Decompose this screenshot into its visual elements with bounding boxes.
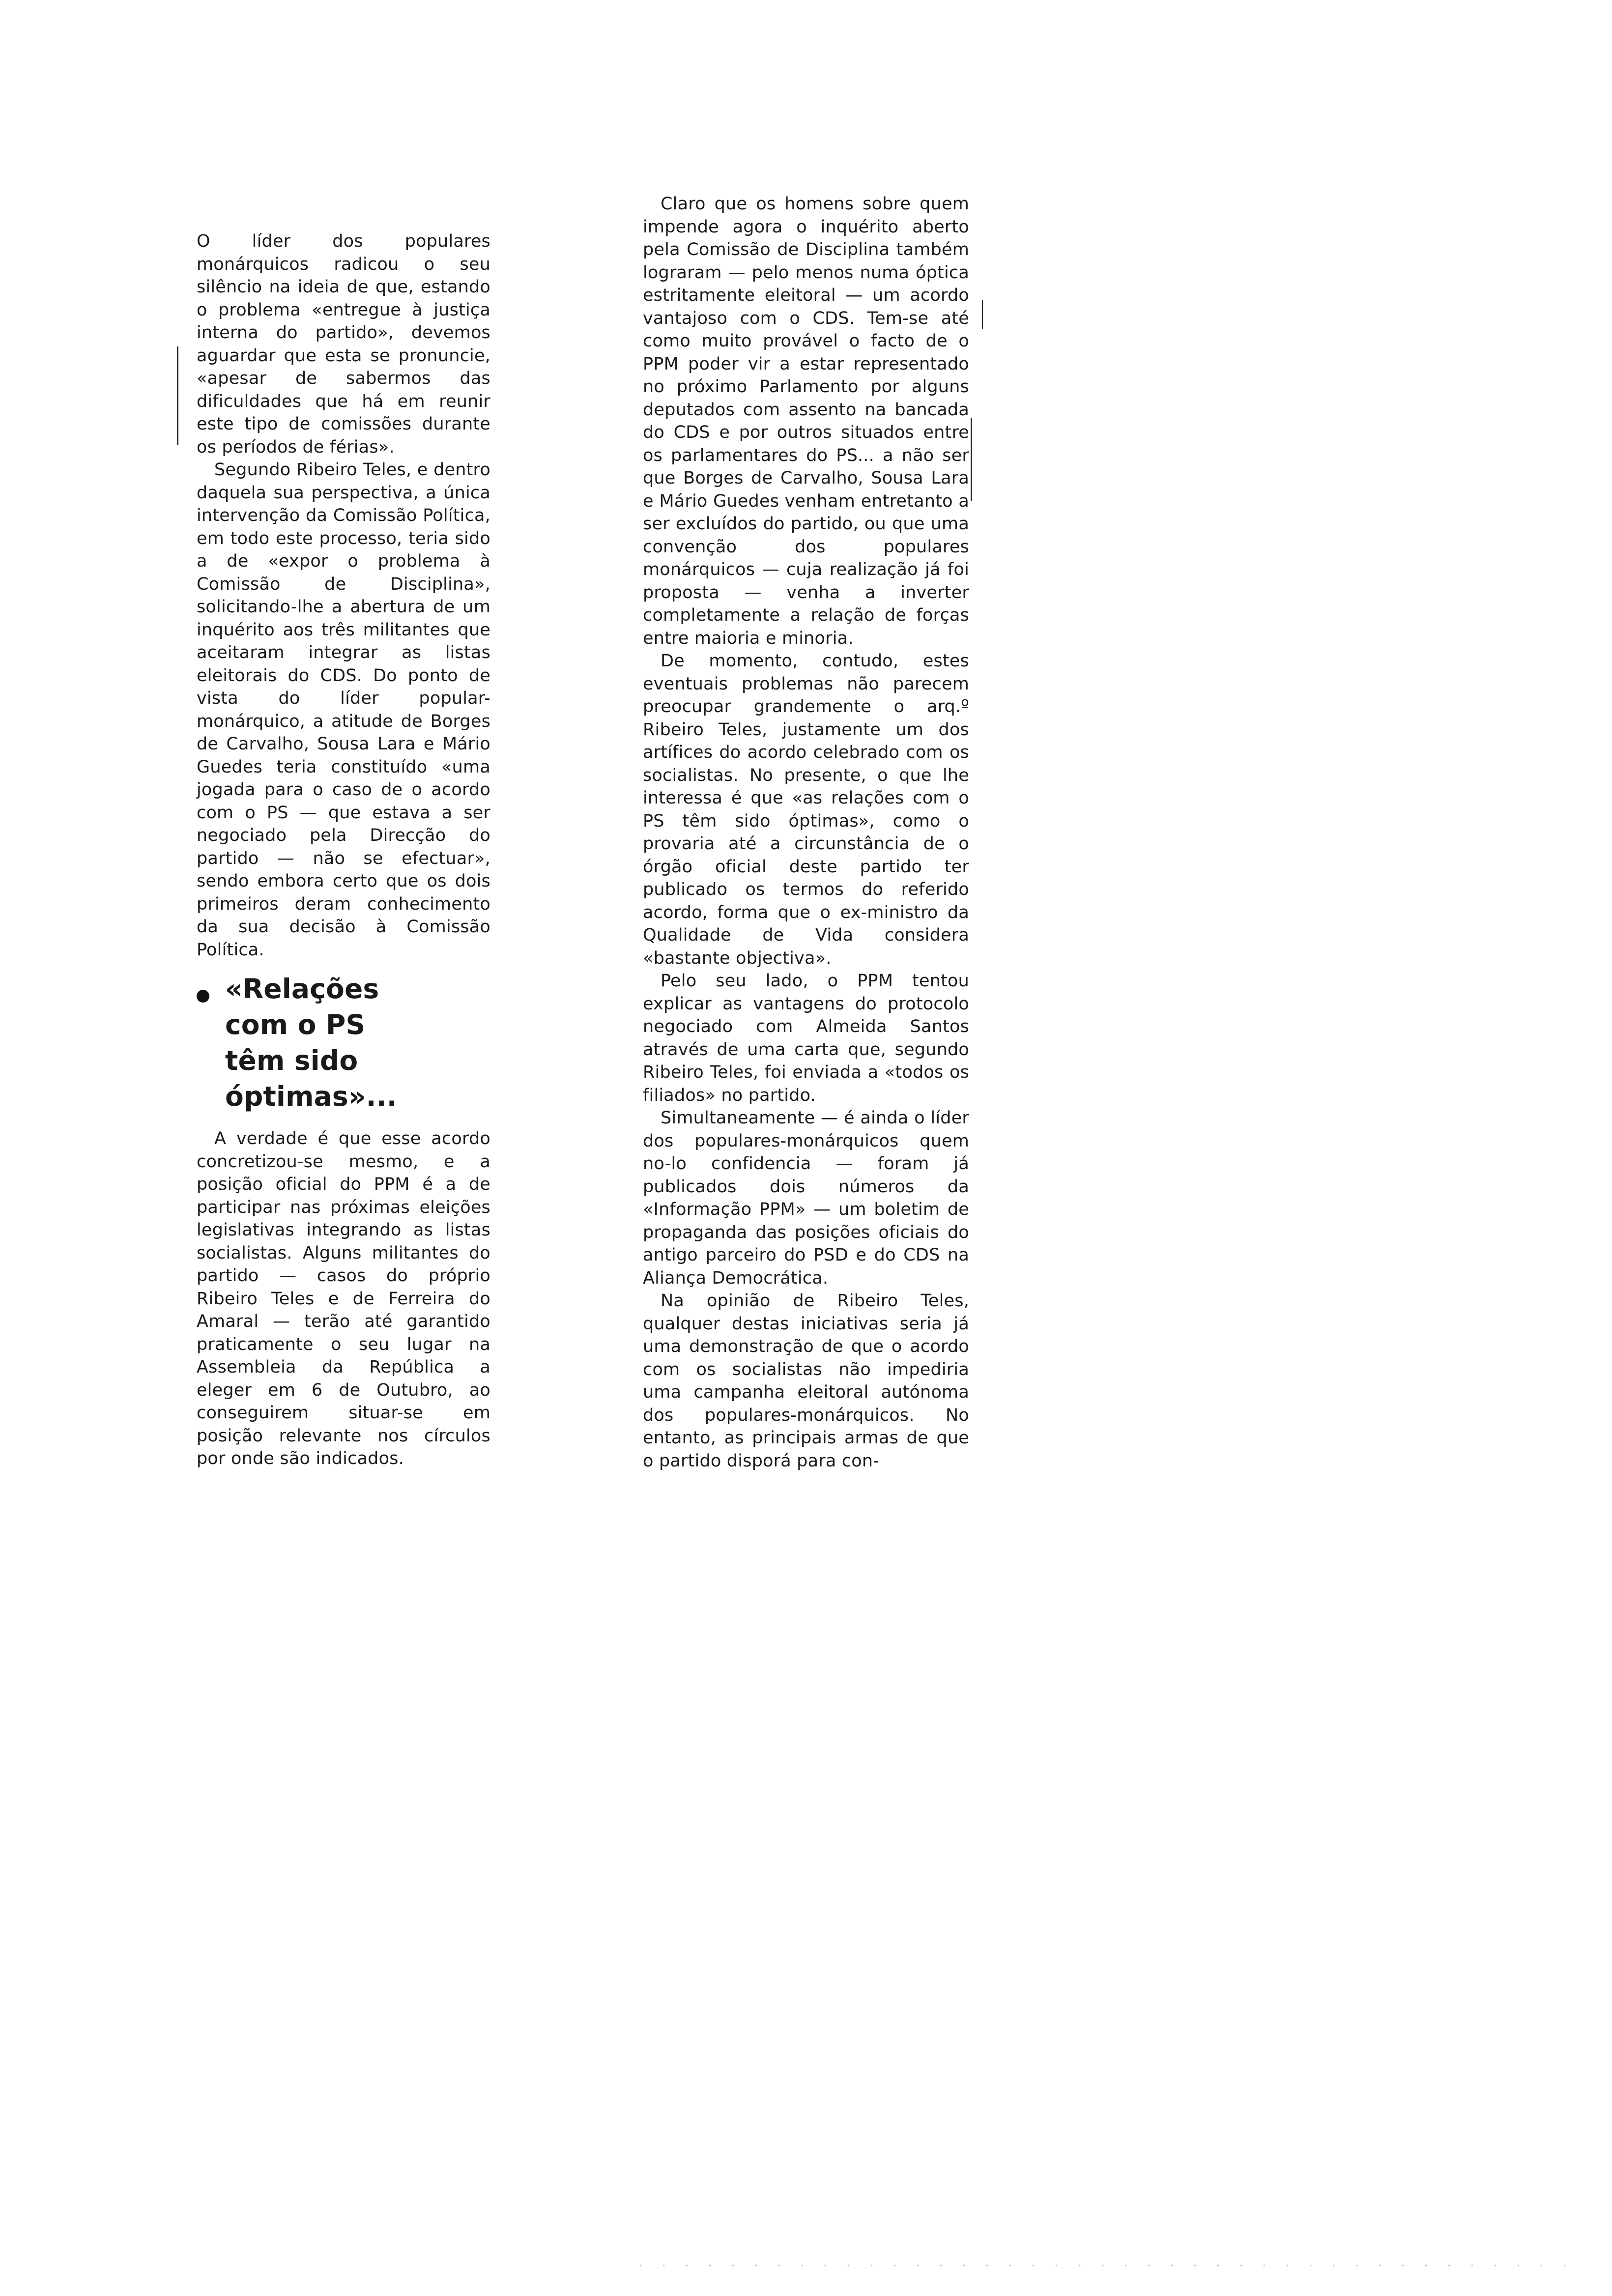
scan-mark	[982, 300, 983, 329]
article-paragraph: Claro que os homens sobre quem impende agora o inquérito aberto pela Comissão de Disciplina também lograram — pelo menos numa óptica estritamente eleitoral — um acordo vantajoso com o CDS. Tem-se até como muito provável o facto de o PPM poder vir a estar representado no próximo Parlamento por alguns deputados com assento na bancada do CDS e por outros situados entre os parlamentares do PS... a não ser que Borges de Carvalho, Sousa Lara e Mário Guedes venham entretanto a ser excluídos do partido, ou que uma convenção dos populares monárquicos — cuja realização já foi proposta — venha a inverter completamente a relação de forças entre maioria e minoria.	[643, 194, 969, 648]
article-paragraph: De momento, contudo, estes eventuais problemas não parecem preocupar grandemente o arq.º Ribeiro Teles, justamente um dos artífices do acordo celebrado com os socialistas. No presente, o que lhe interessa é que «as relações com o PS têm sido óptimas», como o provaria até a circunstância de o órgão oficial deste partido ter publicado os termos do referido acordo, forma que o ex-ministro da Qualidade de Vida considera «bastante objectiva».	[643, 651, 969, 968]
subheading-text: «Relações com o PS têm sido óptimas»...	[225, 973, 397, 1112]
article-paragraph: A verdade é que esse acordo concretizou-se mesmo, e a posição oficial do PPM é a de participar nas próximas eleições legislativas integrando as listas socialistas. Alguns militantes do partido — casos do próprio Ribeiro Teles e de Ferreira do Amaral — terão até garantido praticamente o seu lugar na Assembleia da República a eleger em 6 de Outubro, ao conseguirem situar-se em posição relevante nos círculos por onde são indicados.	[197, 1129, 490, 1468]
bullet-icon	[197, 990, 209, 1003]
article-paragraph: Simultaneamente — é ainda o líder dos populares-monárquicos quem no-lo confidencia — foram já publicados dois números da «Informação PPM» — um boletim de propaganda das posições oficiais do antigo parceiro do PSD e do CDS na Aliança Democrática.	[643, 1108, 969, 1288]
scan-mark	[971, 418, 972, 501]
scan-speckle	[629, 2261, 1583, 2270]
article-right-column	[643, 193, 969, 1472]
scan-mark	[177, 346, 178, 445]
article-paragraph: Segundo Ribeiro Teles, e dentro daquela sua perspectiva, a única intervenção da Comissão Política, em todo este processo, teria sido a de «expor o problema à Comissão de Disciplina», solicitando-lhe a abertura de um inquérito aos três militantes que aceitaram integrar as listas eleitorais do CDS. Do ponto de vista do líder popular-monárquico, a atitude de Borges de Carvalho, Sousa Lara e Mário Guedes teria constituído «uma jogada para o caso de o acordo com o PS — que estava a ser negociado pela Direcção do partido — não se efectuar», sendo embora certo que os dois primeiros deram conhecimento da sua decisão à Comissão Política.	[197, 460, 490, 960]
article-paragraph: O líder dos populares monárquicos radicou o seu silêncio na ideia de que, estando o problema «entregue à justiça interna do partido», devemos aguardar que esta se pronuncie, «apesar de sabermos das dificuldades que há em reunir este tipo de comissões durante os períodos de férias».	[197, 231, 490, 457]
article-left-column	[197, 230, 490, 1470]
article-paragraph: Na opinião de Ribeiro Teles, qualquer destas iniciativas seria já uma demonstração de que o acordo com os socialistas não impediria uma campanha eleitoral autónoma dos populares-monárquicos. No entanto, as principais armas de que o partido disporá para con-	[643, 1291, 969, 1471]
article-subheading	[197, 971, 490, 1115]
article-paragraph: Pelo seu lado, o PPM tentou explicar as vantagens do protocolo negociado com Almeida Santos através de uma carta que, segundo Ribeiro Teles, foi enviada a «todos os filiados» no partido.	[643, 971, 969, 1105]
